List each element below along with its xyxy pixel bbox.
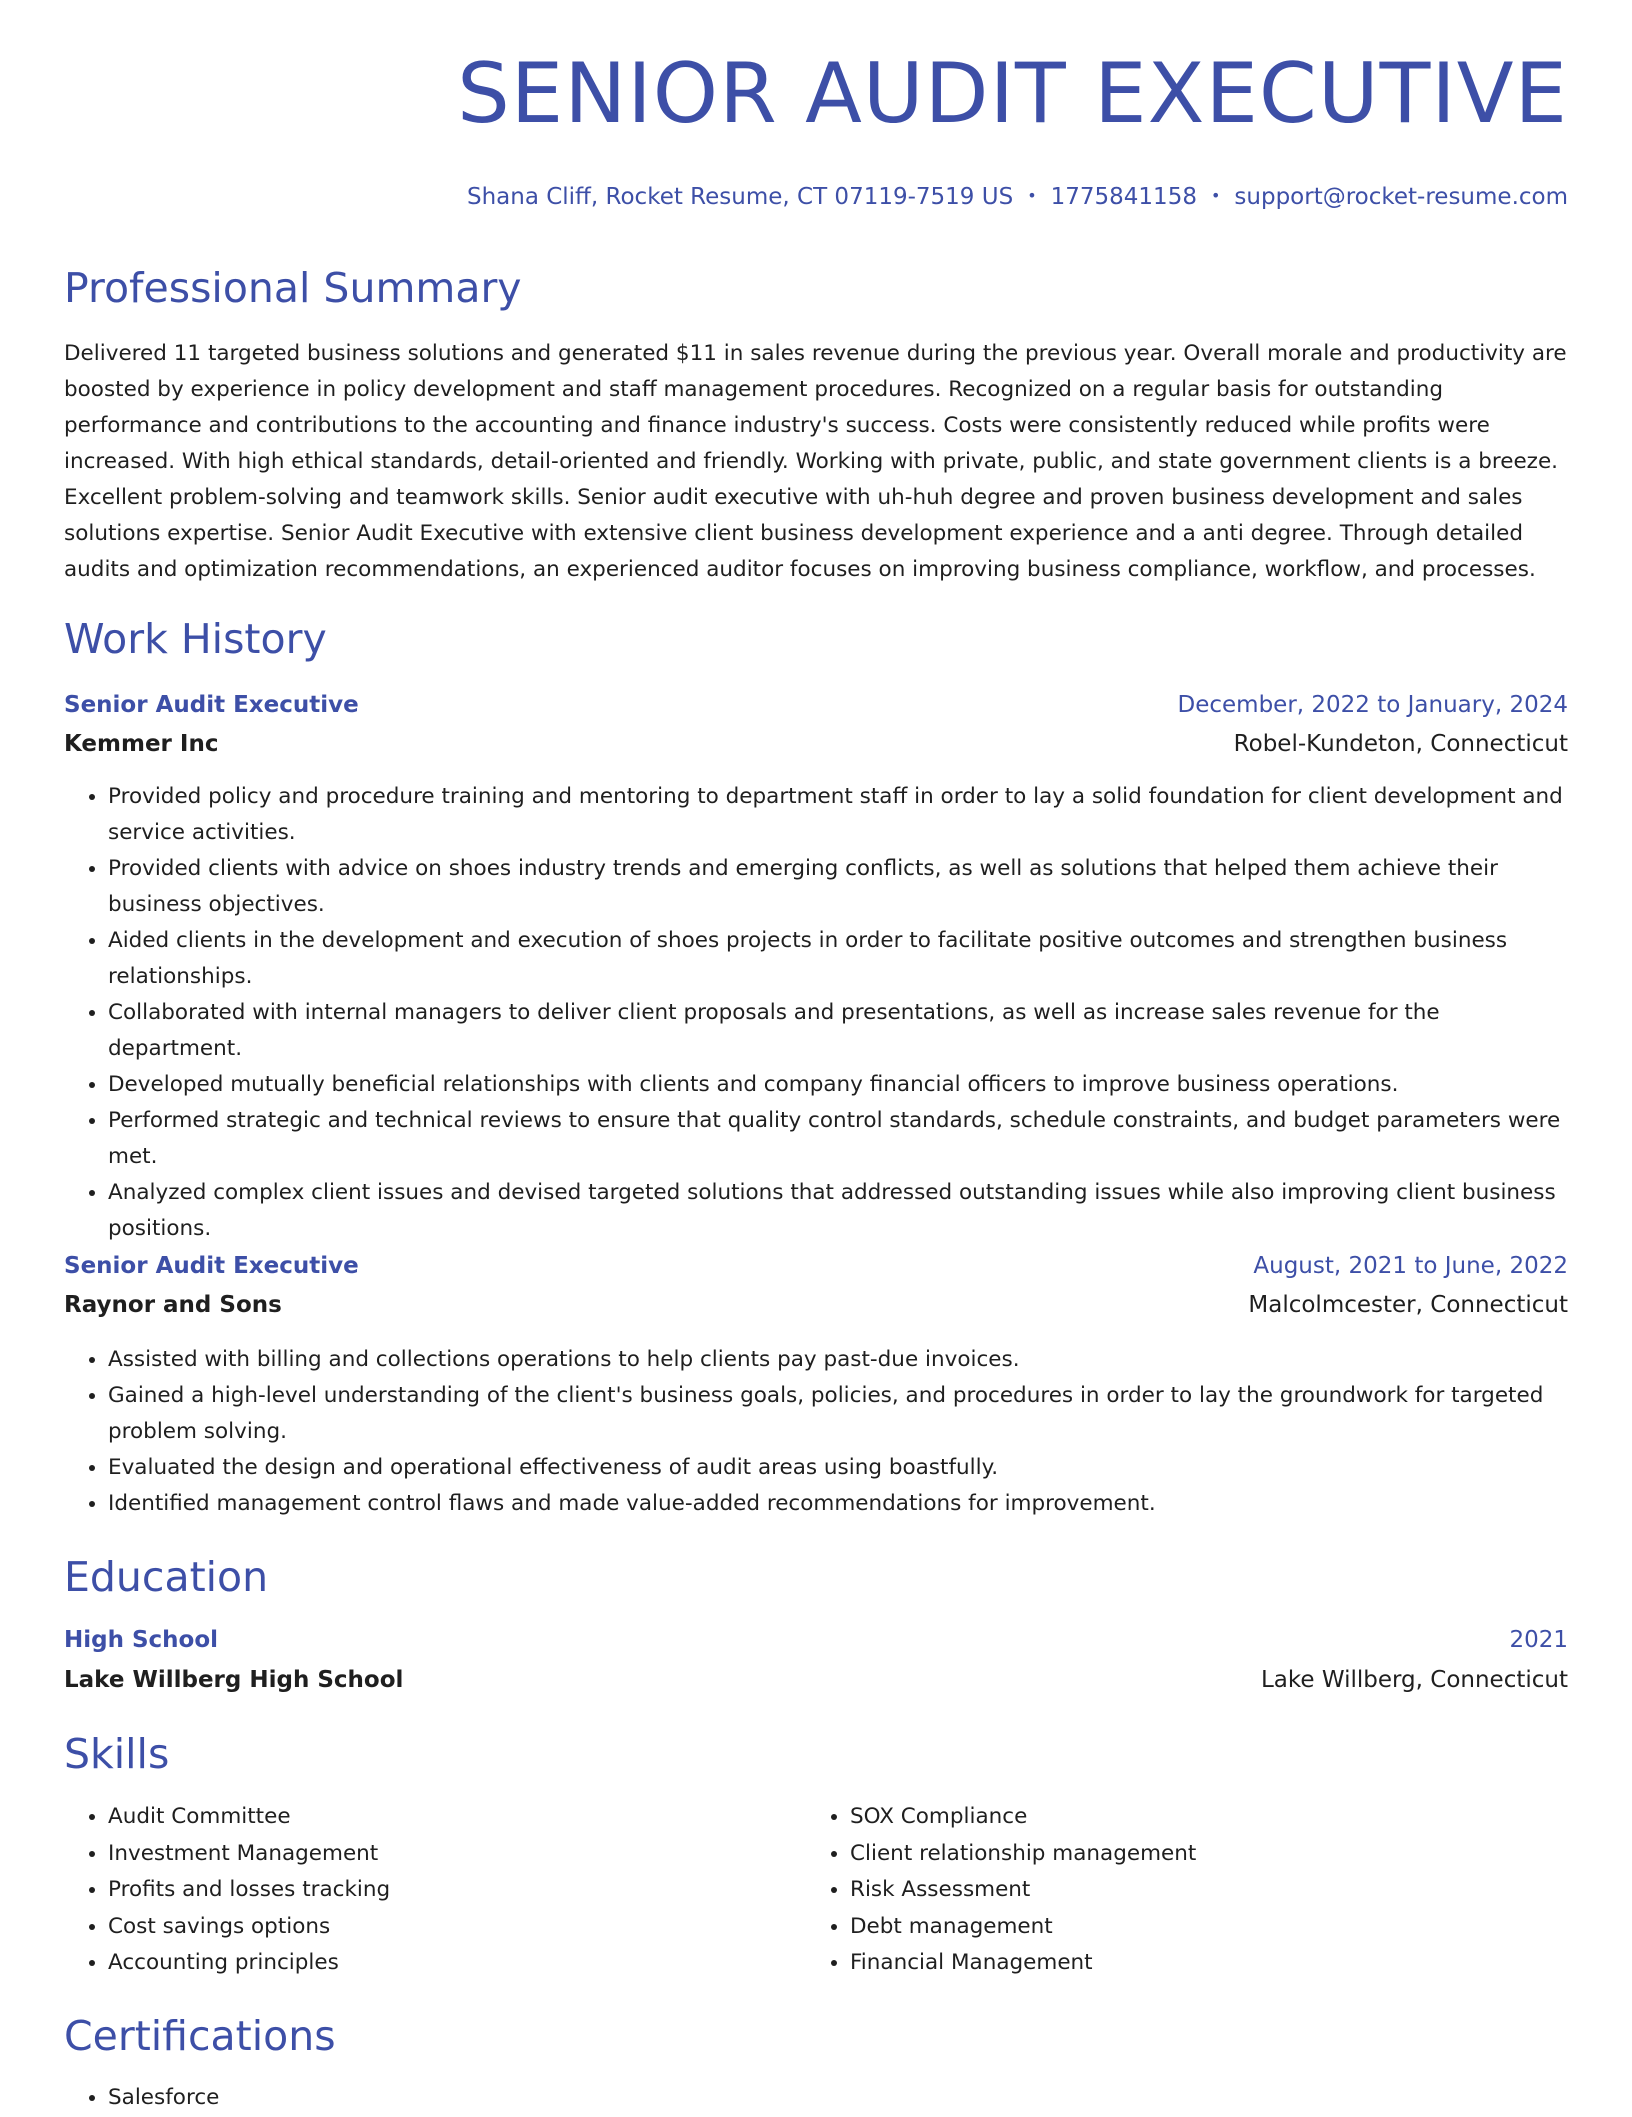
job-company-row [64,1288,1568,1322]
skills-list-right [806,1799,1506,1982]
job-bullet: • Collaborated with internal managers to deliver client proposals and presentations, as well as increase sales revenue for the department. [108,995,1568,1067]
job-title: Senior Audit Executive [64,1253,359,1279]
skill-item: • Client relationship management [850,1836,1506,1873]
education-year: 2021 [1509,1627,1568,1653]
certifications-heading: Certifications [64,2012,336,2060]
certification-item: • Salesforce [108,2080,764,2117]
contact-phone: 1775841158 [1050,184,1197,210]
job-company-row [64,727,1568,761]
contact-separator: • [1210,186,1221,205]
education-location: Lake Willberg, Connecticut [1260,1667,1568,1693]
job-title-row [64,688,1568,722]
contact-address: Shana Cliff, Rocket Resume, CT 07119-7519 US [466,184,1014,210]
job-dates: August, 2021 to June, 2022 [1253,1253,1568,1279]
job-bullet: • Gained a high-level understanding of the client's business goals, policies, and procedures in order to lay the groundwork for targeted problem solving. [108,1378,1568,1450]
job-bullet: • Performed strategic and technical reviews to ensure that quality control standards, schedule constraints, and budget parameters were met. [108,1103,1568,1175]
contact-email: support@rocket-resume.com [1234,184,1568,210]
education-degree-row [64,1623,1568,1657]
job-company: Kemmer Inc [64,731,219,757]
skill-item: • Cost savings options [108,1909,764,1946]
job-bullet-list [64,779,1568,1247]
summary-heading: Professional Summary [64,264,522,312]
job-bullet: • Assisted with billing and collections operations to help clients pay past-due invoices. [108,1342,1568,1378]
resume-title: SENIOR AUDIT EXECUTIVE [457,45,1568,142]
job-bullet-list [64,1342,1568,1522]
work-history-heading: Work History [64,615,327,663]
job-bullet: • Identified management control flaws and made value-added recommendations for improvement. [108,1486,1568,1522]
skill-item: • Investment Management [108,1836,764,1873]
skill-item: • Debt management [850,1909,1506,1946]
job-bullet: • Provided policy and procedure training and mentoring to department staff in order to lay a solid foundation for client development and service activities. [108,779,1568,851]
skill-item: • Audit Committee [108,1799,764,1836]
job-bullet: • Developed mutually beneficial relationships with clients and company financial officers to improve business operations. [108,1067,1568,1103]
job-bullet: • Analyzed complex client issues and devised targeted solutions that addressed outstanding issues while also improving client business positions. [108,1175,1568,1247]
job-title-row [64,1249,1568,1283]
skill-item: • Risk Assessment [850,1872,1506,1909]
skills-list-left [64,1799,764,1982]
job-location: Robel-Kundeton, Connecticut [1233,731,1568,757]
education-school-row [64,1663,1568,1697]
job-location: Malcolmcester, Connecticut [1248,1292,1568,1318]
contact-line [467,184,1568,210]
job-dates: December, 2022 to January, 2024 [1177,692,1568,718]
skill-item: • Financial Management [850,1945,1506,1982]
job-company: Raynor and Sons [64,1292,282,1318]
job-bullet: • Aided clients in the development and execution of shoes projects in order to facilitate positive outcomes and strengthen business relationships. [108,923,1568,995]
job-title: Senior Audit Executive [64,692,359,718]
education-degree: High School [64,1627,219,1653]
skills-heading: Skills [64,1730,170,1778]
summary-text: Delivered 11 targeted business solutions and generated $11 in sales revenue during the previous year. Overall morale and productivity are boosted by experience in policy development and staff management procedures. Recognized on a regular basis for outstanding performance and contributions to the accounting and finance industry's success. Costs were consistently reduced while profits were increased. With high ethical standards, detail-oriented and friendly. Working with private, public, and state government clients is a breeze. Excellent problem-solving and teamwork skills. Senior audit executive with uh-huh degree and proven business development and sales solutions expertise. Senior Audit Executive with extensive client business development experience and a anti degree. Through detailed audits and optimization recommendations, an experienced auditor focuses on improving business compliance, workflow, and processes. [64,341,1567,582]
skill-item: • SOX Compliance [850,1799,1506,1836]
skill-item: • Profits and losses tracking [108,1872,764,1909]
job-bullet: • Provided clients with advice on shoes industry trends and emerging conflicts, as well as solutions that helped them achieve their business objectives. [108,851,1568,923]
skill-item: • Accounting principles [108,1945,764,1982]
certifications-list [64,2080,764,2117]
contact-separator: • [1027,186,1037,205]
education-school: Lake Willberg High School [64,1667,404,1693]
education-heading: Education [64,1553,269,1601]
job-bullet: • Evaluated the design and operational effectiveness of audit areas using boastfully. [108,1450,1568,1486]
